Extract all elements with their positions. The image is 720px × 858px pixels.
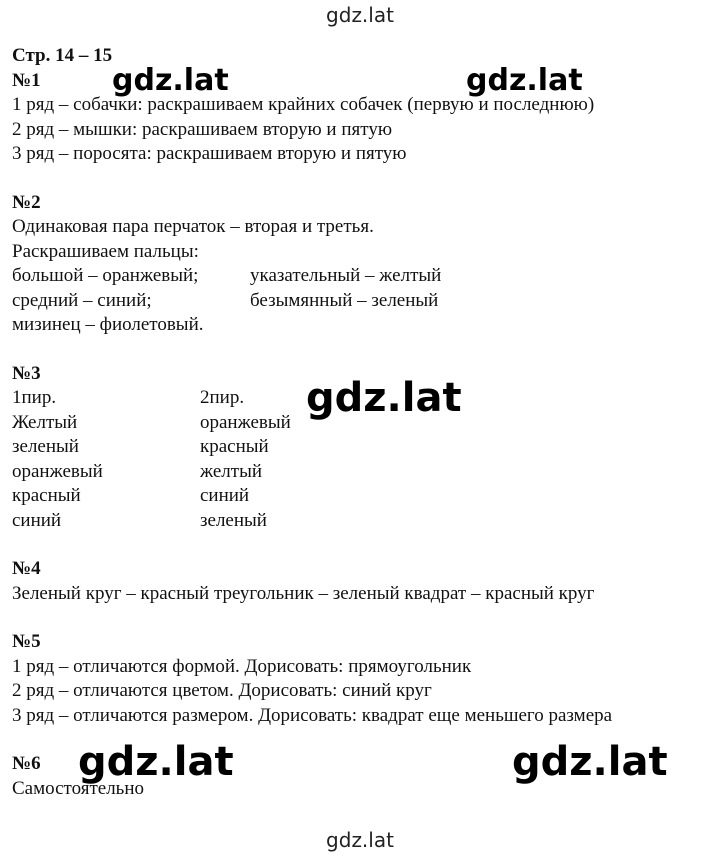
task-2	[12, 191, 712, 338]
task-heading: №1	[12, 69, 41, 91]
table-cell: зеленый	[12, 436, 79, 457]
table-cell: красный	[200, 436, 269, 457]
watermark-overlay: gdz.lat	[512, 739, 668, 785]
text-line: Раскрашиваем пальцы:	[12, 240, 199, 262]
text-line: Самостоятельно	[12, 777, 145, 799]
text-cell: средний – синий;	[12, 289, 152, 311]
text-cell: большой – оранжевый;	[12, 265, 199, 286]
column-header: 2пир.	[200, 387, 245, 408]
watermark-overlay: gdz.lat	[466, 63, 583, 98]
watermark-overlay: gdz.lat	[112, 63, 229, 98]
page-header: Стр. 14 – 15	[12, 45, 113, 66]
column-header: 1пир.	[12, 387, 57, 408]
task-4	[12, 557, 712, 606]
text-line: 2 ряд – отличаются цветом. Дорисовать: синий круг	[12, 680, 432, 701]
text-cell: безымянный – зеленый	[250, 289, 439, 311]
watermark-overlay: gdz.lat	[306, 375, 462, 421]
text-line: мизинец – фиолетовый.	[12, 314, 204, 335]
task-heading: №3	[12, 362, 41, 384]
task-heading: №5	[12, 631, 41, 652]
fingers-color-list	[12, 264, 712, 313]
document-body	[12, 44, 712, 801]
text-line: 1 ряд – отличаются формой. Дорисовать: прямоугольник	[12, 655, 472, 677]
task-5	[12, 630, 712, 728]
task-heading: №4	[12, 558, 41, 579]
task-heading: №2	[12, 191, 41, 213]
table-cell: синий	[12, 509, 62, 531]
text-line: 3 ряд – отличаются размером. Дорисовать: квадрат еще меньшего размера	[12, 704, 613, 726]
task-heading: №6	[12, 753, 41, 774]
watermark-top: gdz.lat	[326, 3, 394, 27]
table-cell: зеленый	[200, 509, 267, 531]
watermark-overlay: gdz.lat	[78, 739, 234, 785]
text-line: 1 ряд – собачки: раскрашиваем крайних собачек (первую и последнюю)	[12, 94, 595, 115]
table-cell: синий	[200, 485, 250, 506]
text-line: 3 ряд – поросята: раскрашиваем вторую и пятую	[12, 143, 407, 164]
table-cell: желтый	[200, 460, 263, 482]
table-cell: Желтый	[12, 411, 78, 433]
table-cell: красный	[12, 485, 81, 506]
text-line: 2 ряд – мышки: раскрашиваем вторую и пятую	[12, 118, 393, 140]
text-cell: указательный – желтый	[250, 265, 442, 286]
table-cell: оранжевый	[200, 411, 291, 433]
text-line: Одинаковая пара перчаток – вторая и третья.	[12, 216, 374, 237]
watermark-bottom: gdz.lat	[326, 828, 394, 852]
table-cell: оранжевый	[12, 460, 103, 482]
text-line: Зеленый круг – красный треугольник – зеленый квадрат – красный круг	[12, 582, 595, 604]
